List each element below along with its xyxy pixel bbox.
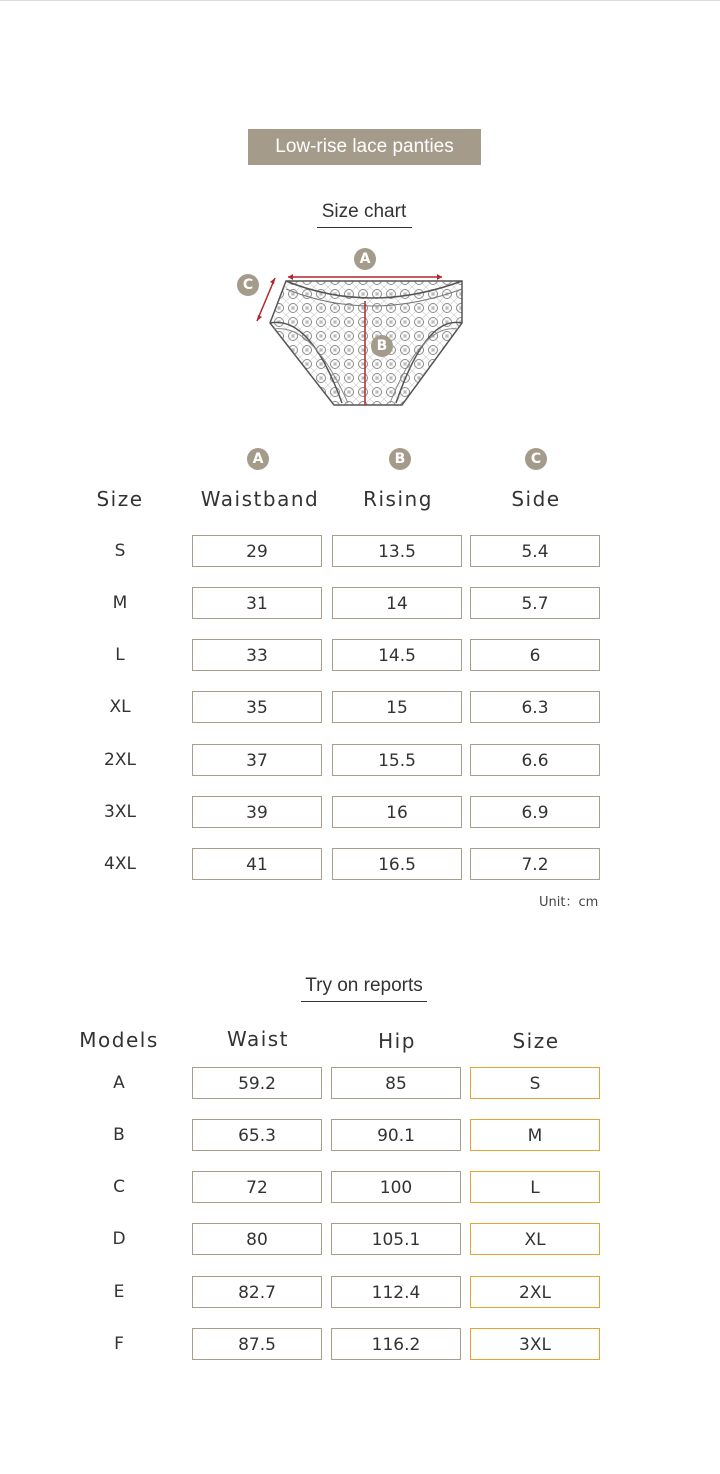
size-row-label: 3XL <box>104 802 136 822</box>
header-waistband: Waistband <box>200 487 320 511</box>
size-chart-cell: 14.5 <box>332 639 462 671</box>
size-chart-title <box>264 201 464 228</box>
size-row-label: S <box>114 541 126 561</box>
size-chart-cell: 16 <box>332 796 462 828</box>
fit-size-cell: S <box>470 1067 600 1099</box>
size-chart-cell: 5.7 <box>470 587 600 619</box>
size-chart-cell: 39 <box>192 796 322 828</box>
try-on-title <box>264 975 464 1002</box>
size-chart-cell: 29 <box>192 535 322 567</box>
try-on-cell: 59.2 <box>192 1067 322 1099</box>
model-row-label: D <box>112 1229 126 1249</box>
size-row-label: M <box>112 593 128 613</box>
try-on-cell: 116.2 <box>331 1328 461 1360</box>
try-on-cell: 82.7 <box>192 1276 322 1308</box>
try-on-cell: 65.3 <box>192 1119 322 1151</box>
fit-size-cell: L <box>470 1171 600 1203</box>
fit-size-cell: 3XL <box>470 1328 600 1360</box>
column-badge-a: A <box>247 448 269 470</box>
column-badge-c: C <box>525 448 547 470</box>
try-on-cell: 87.5 <box>192 1328 322 1360</box>
try-on-cell: 85 <box>331 1067 461 1099</box>
size-chart-cell: 15 <box>332 691 462 723</box>
model-row-label: B <box>113 1125 125 1145</box>
header-models: Models <box>79 1028 159 1052</box>
column-badge-b: B <box>389 448 411 470</box>
top-divider <box>0 0 720 1</box>
try-on-cell: 112.4 <box>331 1276 461 1308</box>
size-chart-cell: 5.4 <box>470 535 600 567</box>
try-on-title-underline <box>301 1001 427 1002</box>
size-chart-cell: 41 <box>192 848 322 880</box>
diagram-badge-a: A <box>354 248 376 270</box>
size-chart-cell: 35 <box>192 691 322 723</box>
header-size: Size <box>96 487 144 511</box>
size-chart-cell: 15.5 <box>332 744 462 776</box>
panties-illustration <box>230 245 490 410</box>
size-chart-cell: 6.6 <box>470 744 600 776</box>
unit-label: Unit：cm <box>539 895 599 910</box>
size-chart-title-underline <box>317 227 412 228</box>
size-chart-cell: 31 <box>192 587 322 619</box>
try-on-cell: 72 <box>192 1171 322 1203</box>
size-chart-cell: 37 <box>192 744 322 776</box>
try-on-title-text: Try on reports <box>305 975 423 996</box>
size-chart-cell: 33 <box>192 639 322 671</box>
header-hip: Hip <box>378 1029 416 1053</box>
model-row-label: F <box>114 1334 124 1354</box>
size-row-label: 4XL <box>104 854 136 874</box>
size-chart-title-text: Size chart <box>321 201 407 222</box>
diagram-badge-c: C <box>237 274 259 296</box>
size-row-label: L <box>115 645 125 665</box>
try-on-cell: 105.1 <box>331 1223 461 1255</box>
size-chart-cell: 14 <box>332 587 462 619</box>
size-chart-cell: 6 <box>470 639 600 671</box>
fit-size-cell: M <box>470 1119 600 1151</box>
size-row-label: 2XL <box>104 750 136 770</box>
header-rising: Rising <box>363 487 433 511</box>
size-chart-cell: 6.9 <box>470 796 600 828</box>
product-banner: Low-rise lace panties <box>248 129 481 165</box>
size-chart-cell: 13.5 <box>332 535 462 567</box>
header-fit-size: Size <box>512 1029 560 1053</box>
model-row-label: E <box>113 1282 125 1302</box>
header-side: Side <box>511 487 561 511</box>
size-chart-cell: 7.2 <box>470 848 600 880</box>
try-on-cell: 100 <box>331 1171 461 1203</box>
fit-size-cell: XL <box>470 1223 600 1255</box>
panties-diagram <box>230 245 490 410</box>
size-row-label: XL <box>109 697 131 717</box>
size-chart-cell: 16.5 <box>332 848 462 880</box>
try-on-cell: 80 <box>192 1223 322 1255</box>
diagram-badge-b: B <box>371 335 393 357</box>
size-chart-cell: 6.3 <box>470 691 600 723</box>
header-waist: Waist <box>226 1027 290 1051</box>
model-row-label: C <box>113 1177 125 1197</box>
model-row-label: A <box>113 1073 125 1093</box>
fit-size-cell: 2XL <box>470 1276 600 1308</box>
try-on-cell: 90.1 <box>331 1119 461 1151</box>
